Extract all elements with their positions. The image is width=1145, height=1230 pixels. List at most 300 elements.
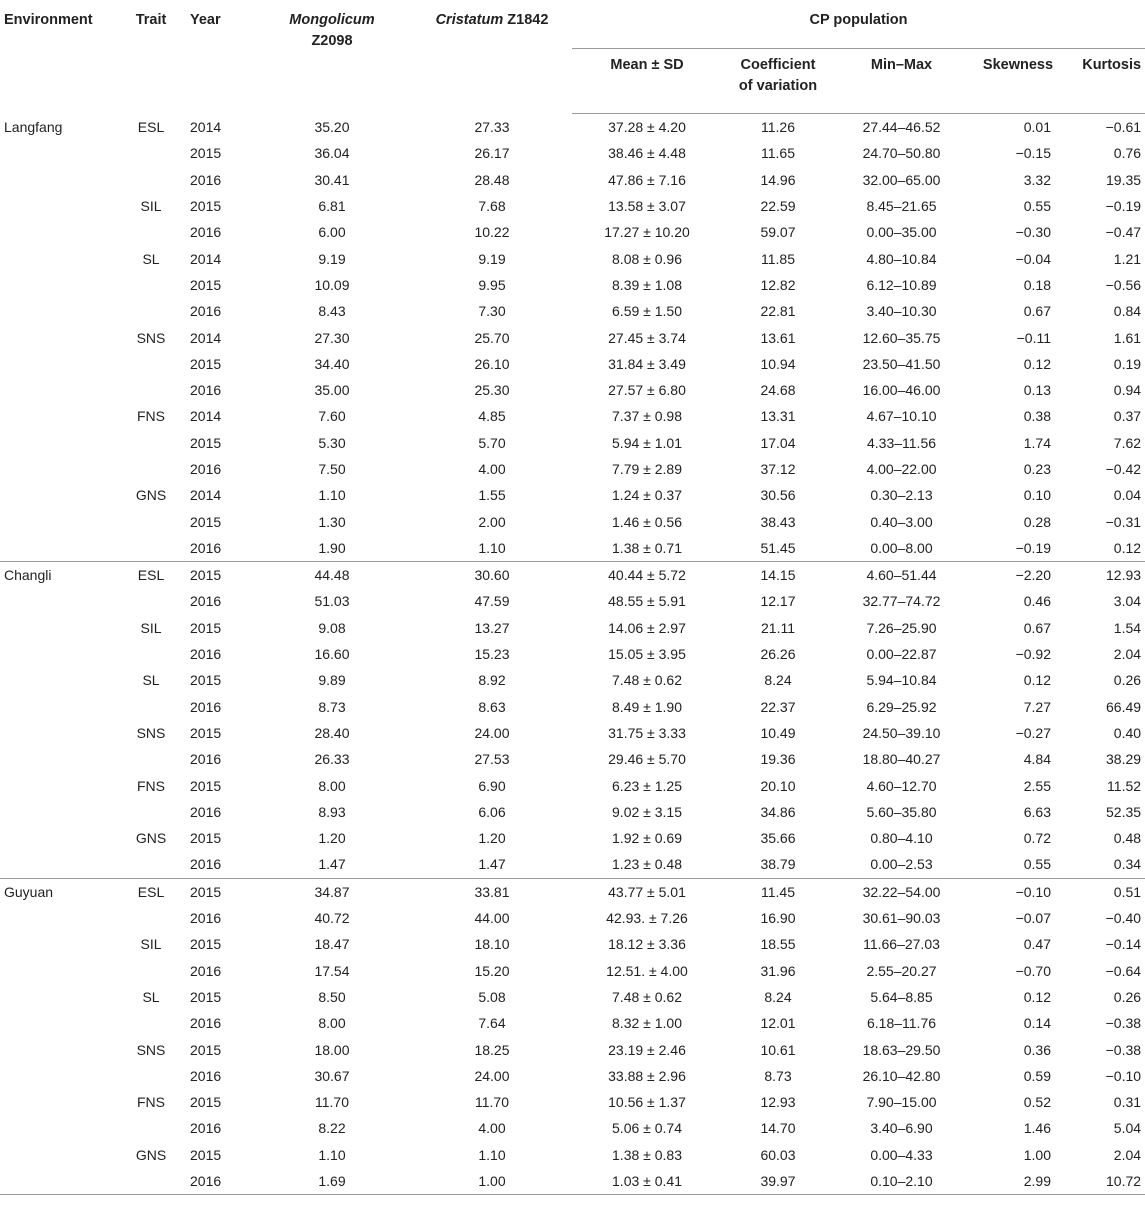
min-max-cell: 4.60–51.44 [834,562,969,589]
kurtosis-cell: 66.49 [1106,698,1142,715]
table-row [0,482,1145,508]
environment-cell [0,615,120,641]
cv-cell: 14.70 [760,1120,796,1137]
mean-sd-cell: 31.75 ± 3.33 [608,724,686,741]
environment-cell [0,430,120,456]
environment-cell: Langfang [4,118,63,135]
environment-cell [0,1142,120,1168]
environment-cell: Guyuan [0,878,120,905]
kurtosis-cell: 2.04 [1113,1146,1142,1163]
skewness-cell: 0.72 [1023,830,1051,847]
year-cell: 2015 [190,355,222,372]
table-row [0,720,1145,746]
trait-cell [120,1010,182,1036]
kurtosis-cell: 0.19 [1113,355,1142,372]
skewness-cell: −0.19 [1015,539,1051,556]
mean-sd-cell: 8.32 ± 1.00 [612,1015,682,1032]
cv-cell: 51.45 [760,539,796,556]
year-cell: 2015 [190,513,222,530]
min-max-cell: 6.12–10.89 [866,276,937,293]
year-cell: 2014 [190,408,222,425]
table-row [0,1115,1145,1141]
kurtosis-cell: −0.56 [1105,276,1142,293]
trait-cell [120,641,182,667]
kurtosis-cell: −0.38 [1105,1015,1142,1032]
year-cell: 2015 [190,198,222,215]
cv-cell: 13.31 [760,408,796,425]
skewness-cell: −0.15 [1015,145,1051,162]
year-cell: 2015 [190,1146,222,1163]
mean-sd-cell: 27.57 ± 6.80 [608,382,686,399]
mongolicum-cell: 35.00 [314,382,350,399]
year-cell: 2015 [190,936,222,953]
skewness-cell: 6.63 [1023,803,1051,820]
environment-cell [0,799,120,825]
trait-cell [120,1115,182,1141]
cv-cell: 17.04 [760,434,796,451]
min-max-cell: 0.00–22.87 [866,646,937,663]
year-cell: 2015 [190,276,222,293]
mongolicum-cell: 1.30 [318,513,346,530]
header-min-max: Min–Max [834,49,969,114]
cv-cell: 59.07 [760,224,796,241]
environment-cell [0,1063,120,1089]
kurtosis-cell: 52.35 [1106,803,1142,820]
skewness-cell: 0.28 [1023,513,1051,530]
kurtosis-cell: 5.04 [1113,1120,1142,1137]
min-max-cell: 18.63–29.50 [862,1041,941,1058]
mongolicum-cell: 18.00 [314,1041,350,1058]
cv-cell: 10.61 [760,1041,796,1058]
year-cell: 2016 [190,962,222,979]
table-row [0,931,1145,957]
kurtosis-cell: 10.72 [1067,1168,1145,1195]
cv-cell: 11.65 [761,145,795,162]
cv-cell: 22.81 [760,303,796,320]
table-row [0,1063,1145,1089]
table-row [0,746,1145,772]
environment-cell [0,588,120,614]
mongolicum-cell: 8.22 [318,1120,346,1137]
kurtosis-cell: −0.19 [1105,198,1142,215]
year-cell: 2016 [190,539,222,556]
header-cristatum [412,0,572,114]
mean-sd-cell: 37.28 ± 4.20 [608,119,686,136]
table-row [0,694,1145,720]
mongolicum-cell: 5.30 [318,434,346,451]
mongolicum-cell: 27.30 [314,329,350,346]
environment-cell [0,720,120,746]
mean-sd-cell: 8.39 ± 1.08 [612,276,682,293]
cv-cell: 38.43 [760,513,796,530]
trait-cell: SNS [136,1041,166,1058]
table-row [0,615,1145,641]
table-row [0,193,1145,219]
kurtosis-cell: 2.04 [1113,646,1142,663]
kurtosis-cell: −0.14 [1105,936,1142,953]
cv-cell: 38.79 [760,856,796,873]
environment-cell [0,641,120,667]
kurtosis-cell: 0.48 [1113,830,1142,847]
skewness-cell: −0.04 [1015,250,1051,267]
skewness-cell: 0.18 [1023,276,1051,293]
cv-cell: 39.97 [722,1168,834,1195]
skewness-cell: 7.27 [1023,698,1051,715]
kurtosis-cell: 3.04 [1113,593,1142,610]
environment-cell [0,140,120,166]
trait-cell [120,799,182,825]
mongolicum-cell: 40.72 [314,910,350,927]
table-row [0,219,1145,245]
cv-cell: 13.61 [760,329,796,346]
environment-cell [0,219,120,245]
min-max-cell: 0.00–35.00 [866,224,937,241]
header-cp-population: CP population [809,12,908,28]
mongolicum-cell: 8.93 [318,803,346,820]
kurtosis-cell: 0.37 [1113,408,1142,425]
table-row [0,298,1145,324]
mean-sd-cell: 13.58 ± 3.07 [608,198,686,215]
cv-cell: 22.59 [760,198,796,215]
min-max-cell: 26.10–42.80 [862,1067,941,1084]
trait-cell [120,298,182,324]
kurtosis-cell: 19.35 [1106,171,1142,188]
trait-cell [120,588,182,614]
mongolicum-cell: 8.00 [318,777,346,794]
trait-cell: SL [142,250,160,267]
cv-cell: 8.73 [764,1067,792,1084]
kurtosis-cell: −0.47 [1105,224,1142,241]
mongolicum-cell: 8.73 [318,698,346,715]
cv-cell: 12.82 [760,276,796,293]
header-cristatum-species: Cristatum [435,12,504,28]
year-cell: 2014 [190,250,222,267]
year-cell: 2014 [190,487,222,504]
mean-sd-cell: 42.93. ± 7.26 [606,910,688,927]
min-max-cell: 0.10–2.10 [834,1168,969,1195]
skewness-cell: 0.13 [1023,382,1051,399]
min-max-cell: 2.55–20.27 [866,962,937,979]
trait-cell [120,535,182,562]
skewness-cell: 0.67 [1023,303,1051,320]
skewness-cell: 0.55 [1023,856,1051,873]
cv-cell: 31.96 [760,962,796,979]
header-mongolicum-species: Mongolicum [289,12,375,28]
trait-cell: ESL [137,118,165,135]
trait-cell [120,958,182,984]
mongolicum-cell: 18.47 [314,936,350,953]
cristatum-cell: 47.59 [474,593,510,610]
mean-sd-cell: 1.38 ± 0.83 [612,1146,682,1163]
cv-cell: 10.49 [760,724,796,741]
trait-cell [120,456,182,482]
table-row [0,1168,1145,1195]
year-cell: 2016 [190,382,222,399]
trait-cell [120,746,182,772]
mean-sd-cell: 10.56 ± 1.37 [608,1094,686,1111]
year-cell: 2016 [190,593,222,610]
environment-cell [0,482,120,508]
table-row [0,245,1145,271]
table-row [0,1142,1145,1168]
cristatum-cell: 25.30 [474,382,510,399]
cv-cell: 16.90 [760,910,796,927]
mean-sd-cell: 38.46 ± 4.48 [608,145,686,162]
mongolicum-cell: 51.03 [314,593,350,610]
environment-cell [0,377,120,403]
year-cell: 2016 [190,1015,222,1032]
skewness-cell: 3.32 [1023,171,1051,188]
year-cell: 2014 [190,118,222,135]
trait-cell: ESL [120,878,182,905]
cristatum-cell: 2.00 [478,513,506,530]
cv-cell: 12.01 [760,1015,796,1032]
year-cell: 2016 [190,1120,222,1137]
cristatum-cell: 30.60 [412,562,572,589]
kurtosis-cell: −0.40 [1105,910,1142,927]
trait-cell: FNS [137,777,165,794]
cristatum-cell: 7.64 [478,1015,506,1032]
environment-cell [0,1115,120,1141]
min-max-cell: 4.00–22.00 [866,461,937,477]
year-cell: 2015 [190,988,222,1005]
min-max-cell: 0.00–8.00 [870,539,933,556]
year-cell: 2016 [190,751,222,768]
skewness-cell: 1.74 [1023,434,1051,451]
mean-sd-cell: 1.92 ± 0.69 [612,830,682,847]
cristatum-cell: 5.70 [478,434,506,451]
mean-sd-cell: 14.06 ± 2.97 [608,619,686,636]
min-max-cell: 32.00–65.00 [862,171,941,188]
cristatum-cell: 25.70 [474,329,510,346]
skewness-cell: 2.99 [969,1168,1067,1195]
cristatum-cell: 4.00 [478,461,506,477]
environment-cell [0,535,120,562]
table-row [0,588,1145,614]
mean-sd-cell: 27.45 ± 3.74 [608,329,686,346]
cv-cell: 35.66 [760,830,796,847]
skewness-cell: 0.59 [1023,1067,1051,1084]
kurtosis-cell: 0.34 [1113,856,1142,873]
trait-cell [120,351,182,377]
environment-cell [0,1089,120,1115]
year-cell: 2015 [190,1094,222,1111]
year-cell: 2016 [190,171,222,188]
cristatum-cell: 24.00 [474,724,510,741]
min-max-cell: 3.40–6.90 [870,1120,933,1137]
kurtosis-cell: −0.38 [1105,1041,1142,1058]
kurtosis-cell: −0.31 [1105,513,1142,530]
mean-sd-cell: 1.24 ± 0.37 [612,487,682,504]
table-row [0,641,1145,667]
mongolicum-cell: 36.04 [314,145,350,162]
table-row [0,1036,1145,1062]
mongolicum-cell: 44.48 [252,562,412,589]
cristatum-cell: 9.19 [478,250,506,267]
cv-cell: 11.26 [761,119,795,136]
trait-cell [120,508,182,534]
mean-sd-cell: 5.06 ± 0.74 [612,1120,682,1137]
skewness-cell: 2.55 [1023,777,1051,794]
environment-cell [0,456,120,482]
mongolicum-cell: 30.67 [314,1067,350,1084]
year-cell: 2015 [190,619,222,636]
header-cv [722,49,834,114]
mean-sd-cell: 31.84 ± 3.49 [608,355,686,372]
mean-sd-cell: 1.38 ± 0.71 [612,539,682,556]
min-max-cell: 23.50–41.50 [862,355,941,372]
trait-cell [120,272,182,298]
trait-cell: GNS [135,487,167,504]
min-max-cell: 6.18–11.76 [866,1015,937,1032]
kurtosis-cell: 0.26 [1113,672,1142,689]
min-max-cell: 0.40–3.00 [870,513,933,530]
year-cell: 2015 [190,724,222,741]
kurtosis-cell: 11.52 [1107,777,1142,794]
min-max-cell: 4.80–10.84 [866,250,937,267]
year-cell: 2016 [190,646,222,663]
mongolicum-cell: 10.09 [314,276,350,293]
table-row [0,1089,1145,1115]
environment-cell [0,958,120,984]
cristatum-cell: 27.53 [474,751,510,768]
mean-sd-cell: 15.05 ± 3.95 [608,646,686,663]
cv-cell: 34.86 [760,803,796,820]
trait-cell [120,1168,182,1195]
cristatum-cell: 1.20 [478,830,506,847]
mongolicum-cell: 26.33 [314,751,350,768]
min-max-cell: 0.00–2.53 [870,856,933,873]
cristatum-cell: 44.00 [474,910,510,927]
min-max-cell: 3.40–10.30 [866,303,937,320]
table-row [0,351,1145,377]
trait-cell [120,694,182,720]
mongolicum-cell: 9.08 [318,619,346,636]
environment-cell [0,167,120,193]
skewness-cell: 0.52 [1023,1094,1051,1111]
skewness-cell: −0.10 [969,878,1067,905]
skewness-cell: 0.36 [1023,1041,1051,1058]
skewness-cell: 0.12 [1023,355,1051,372]
table-row [0,878,1145,905]
mean-sd-cell: 1.23 ± 0.48 [612,856,682,873]
year-cell: 2016 [190,1067,222,1084]
min-max-cell: 27.44–46.52 [862,119,941,136]
cristatum-cell: 6.90 [478,777,506,794]
table-row [0,324,1145,350]
min-max-cell: 4.60–12.70 [866,777,937,794]
environment-cell [0,694,120,720]
cv-cell: 14.15 [722,562,834,589]
skewness-cell: 0.23 [1023,461,1051,477]
environment-cell [0,351,120,377]
mongolicum-cell: 16.60 [314,646,350,663]
min-max-cell: 0.00–4.33 [870,1146,933,1163]
header-mongolicum [252,0,412,114]
mean-sd-cell: 23.19 ± 2.46 [608,1041,686,1058]
environment-cell [0,667,120,693]
table-header [0,0,1145,114]
skewness-cell: 0.38 [1023,408,1051,425]
year-cell: 2015 [190,777,222,794]
skewness-cell: 0.12 [1023,672,1051,689]
kurtosis-cell: 0.04 [1113,487,1142,504]
kurtosis-cell: 0.51 [1067,878,1145,905]
mongolicum-cell: 6.00 [318,224,346,241]
mean-sd-cell: 7.48 ± 0.62 [612,988,682,1005]
cristatum-cell: 9.95 [478,276,506,293]
min-max-cell: 16.00–46.00 [862,382,941,399]
mean-sd-cell: 7.37 ± 0.98 [612,408,682,425]
cv-cell: 8.24 [764,988,792,1005]
mean-sd-cell: 29.46 ± 5.70 [608,751,686,768]
kurtosis-cell: 38.29 [1106,751,1142,768]
mongolicum-cell: 1.20 [318,830,346,847]
trait-cell [120,905,182,931]
mean-sd-cell: 18.12 ± 3.36 [608,936,686,953]
table-row [0,905,1145,931]
trait-cell [120,219,182,245]
environment-cell [0,825,120,851]
kurtosis-cell: 0.94 [1113,382,1142,399]
mean-sd-cell: 7.48 ± 0.62 [612,672,682,689]
cv-cell: 22.37 [760,698,796,715]
min-max-cell: 30.61–90.03 [862,910,941,927]
trait-cell [120,1063,182,1089]
cristatum-cell: 4.00 [478,1120,506,1137]
mongolicum-cell: 30.41 [314,171,350,188]
min-max-cell: 7.26–25.90 [866,619,937,636]
mean-sd-cell: 40.44 ± 5.72 [572,562,722,589]
trait-cell [120,377,182,403]
trait-cell: GNS [135,1146,167,1163]
mean-sd-cell: 7.79 ± 2.89 [612,461,682,477]
environment-cell [0,324,120,350]
trait-cell [120,140,182,166]
mongolicum-cell: 11.70 [315,1094,349,1111]
mongolicum-cell: 34.40 [314,355,350,372]
environment-cell [0,984,120,1010]
table-row [0,984,1145,1010]
mean-sd-cell: 1.46 ± 0.56 [612,513,682,530]
year-cell: 2015 [190,830,222,847]
cristatum-cell: 8.92 [478,672,506,689]
cristatum-cell: 15.23 [474,646,510,663]
trait-cell: SNS [136,329,166,346]
cristatum-cell: 28.48 [474,171,510,188]
cristatum-cell: 18.10 [474,936,510,953]
year-cell: 2016 [190,698,222,715]
year-cell: 2015 [182,562,252,589]
mean-sd-cell: 48.55 ± 5.91 [608,593,686,610]
skewness-cell: 0.55 [1023,198,1051,215]
skewness-cell: 0.67 [1023,619,1051,636]
kurtosis-cell: 12.93 [1067,562,1145,589]
skewness-cell: −0.11 [1016,329,1051,346]
mongolicum-cell: 7.60 [318,408,346,425]
cristatum-cell: 5.08 [478,988,506,1005]
trait-cell: SIL [140,198,162,215]
table-row [0,562,1145,589]
kurtosis-cell: 1.61 [1113,329,1142,346]
kurtosis-cell: −0.42 [1105,461,1142,477]
year-cell: 2016 [190,910,222,927]
cv-cell: 20.10 [760,777,796,794]
table-row [0,403,1145,429]
min-max-cell: 5.60–35.80 [866,803,937,820]
min-max-cell: 0.80–4.10 [870,830,933,847]
year-cell: 2016 [190,856,222,873]
